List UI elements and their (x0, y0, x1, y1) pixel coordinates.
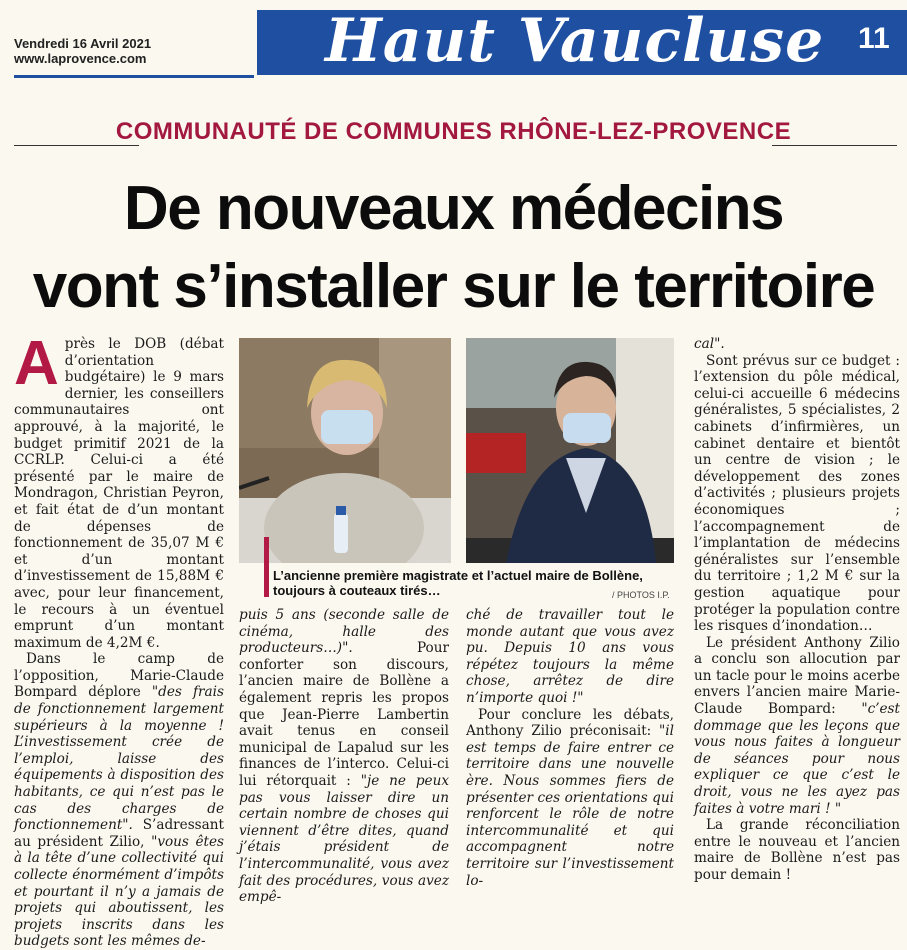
col1-paragraph-2: Dans le camp de l’opposition, Marie-Claude Bompard déplore "des frais de fonctionnement largement supérieurs à la moyenne ! L’investissement crée de l’emploi, laisse des équipements à disposition des habitants, ce qui n’est pas le cas des charges de fonctionnement". S’adressant au président Zilio, "vous êtes à la tête d’une collectivité qui collecte énormément d’impôts et pourtant il n’y a jamais de projets qui aboutissent, les projets inscrits dans les budgets sont les mêmes de- (14, 651, 224, 950)
quote: "il est temps de faire entrer ce territoire dans une nouvelle ère. Nous sommes fiers de présenter ces orientations qui renforcent le rôle de notre intercommunalité et qui accompagnent notre territoire sur l’investissement lo- (466, 723, 674, 889)
col2-paragraph-1: puis 5 ans (seconde salle de cinéma, halle des producteurs…)". Pour conforter son discours, l’ancien maire de Bollène a également repris les propos que Jean-Pierre Lambertin avait tenus en conseil municipal de Lapalud sur les finances de l’interco. Celui-ci lui rétorquait : "je ne peux pas vous laisser dire un certain nombre de choses qui viennent d’être dites, quand j’étais président de l’intercommunalité, vous avez fait des procédures, vous avez empê- (239, 607, 449, 906)
header-underline (14, 75, 254, 78)
photo-caption: L’ancienne première magistrate et l’actuel maire de Bollène, toujours à couteaux tirés… (273, 568, 643, 598)
photo-current-mayor (466, 338, 674, 563)
page-number: 11 (858, 22, 890, 55)
col4-paragraph-4: La grande réconciliation entre le nouveau et l’ancien maire de Bollène n’est pas pour demain ! (694, 817, 900, 883)
quote: puis 5 ans (seconde salle de cinéma, halle des producteurs…)". (239, 607, 449, 657)
col1-paragraph-1: près le DOB (débat d’orientation budgétaire) le 9 mars dernier, les conseillers communautaires ont approuvé, à la majorité, le budget primitif 2021 de la CCRLP. Celui-ci a été présenté par le maire de Mondragon, Christian Peyron, et fait état de d’un montant de dépenses de fonctionnement de 35,07 M € et d’un montant d’investissement de 15,88M € avec, pour leur financement, le recours à un éventuel emprunt d’un montant maximum de 4,2M €. (14, 336, 224, 651)
article-column-1 (14, 329, 224, 950)
article-headline (0, 170, 907, 326)
article-column-4 (694, 336, 900, 884)
headline-line-1: De nouveaux médecins (123, 174, 784, 243)
col4-paragraph-2: Sont prévus sur ce budget : l’extension du pôle médical, celui-ci accueille 6 médecins généralistes, 5 spécialistes, 2 cabinets d’infirmières, un cabinet dentaire et bientôt un centre de vision ; le développement des zones d’activités ; plusieurs projets économiques ; l’accompagnement de l’implantation de médecins généralistes sur l’ensemble du territoire ; 1,2 M € sur la gestion aquatique pour protéger la population contre les risques d’inondation… (694, 352, 900, 635)
section-title: Haut Vaucluse (325, 6, 825, 76)
col4-paragraph-1: cal". (694, 336, 725, 352)
col4-paragraph-3: Le président Anthony Zilio a conclu son allocution par un tacle pour le moins acerbe envers l’ancien maire Marie-Claude Bompard: "c’est dommage que les leçons que vous nous faites à longueur de séances pour nous expliquer ce que c’est le droit, vous ne les ayez pas faites à votre mari ! " (694, 634, 900, 817)
website-link[interactable]: www.laprovence.com (14, 51, 147, 66)
photo-former-mayor (239, 338, 451, 563)
quote: "vous êtes à la tête d’une collectivité qui collecte énormément d’impôts et pourtant il n’y a jamais de projets qui aboutissent, les projets inscrits dans les budgets sont les mêmes de- (14, 833, 224, 950)
quote: "c’est dommage que les leçons que vous nous faites à longueur de séances pour nous expliquer ce que c’est le droit, vous ne les ayez pas faites à votre mari ! " (694, 701, 900, 817)
article-column-3 (466, 607, 674, 889)
col3-paragraph-1: ché de travailler tout le monde autant que vous avez pu. Depuis 10 ans vous répétez toujours la même chose, arrêtez de dire n’importe quoi !" (466, 607, 674, 706)
article-kicker: COMMUNAUTÉ DE COMMUNES RHÔNE-LEZ-PROVENCE (115, 118, 792, 145)
quote: "des frais de fonctionnement largement supérieurs à la moyenne ! L’investissement crée de l’emploi, laisse des équipements à disposition des habitants, ce qui n’est pas le cas des charges de fonctionnement". (14, 684, 224, 834)
issue-date: Vendredi 16 Avril 2021 (14, 36, 152, 51)
current-mayor-image (466, 338, 674, 563)
quote: "je ne peux pas vous laisser dire un certain nombre de choses qui viennent d’être dites, quand j’étais président de l’intercommunalité, vous avez fait des procédures, vous avez empê- (239, 772, 449, 906)
photo-credit: / PHOTOS I.P. (612, 590, 670, 600)
drop-cap: A (14, 329, 59, 398)
masthead-info (14, 36, 151, 66)
headline-line-2: vont s’installer sur le territoire (32, 252, 875, 321)
caption-accent-bar (264, 537, 269, 597)
col3-paragraph-2: Pour conclure les débats, Anthony Zilio préconisait: "il est temps de faire entrer ce territoire dans une nouvelle ère. Nous sommes fiers de présenter ces orientations qui renforcent le rôle de notre intercommunalité et qui accompagnent notre territoire sur l’investissement lo- (466, 706, 674, 889)
former-mayor-image (239, 338, 451, 563)
article-column-2 (239, 607, 449, 906)
